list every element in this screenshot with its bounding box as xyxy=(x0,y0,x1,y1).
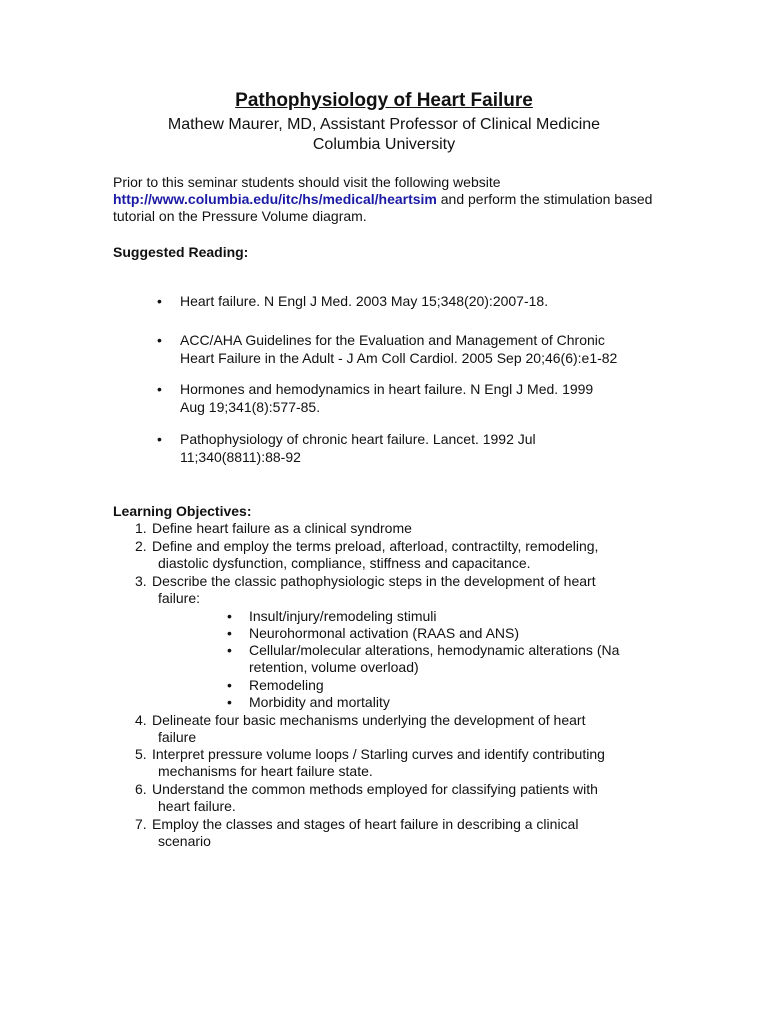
bullet-icon: • xyxy=(227,694,232,710)
bullet-icon: • xyxy=(227,642,232,658)
intro-paragraph xyxy=(113,174,673,225)
bullet-icon: • xyxy=(157,431,162,447)
objective-line: Interpret pressure volume loops / Starling curves and identify contributing xyxy=(152,746,605,762)
bullet-icon: • xyxy=(157,332,162,348)
objective-line: Define heart failure as a clinical syndrome xyxy=(152,520,412,536)
step-line: Neurohormonal activation (RAAS and ANS) xyxy=(249,625,520,641)
bullet-icon: • xyxy=(227,677,232,693)
step-line: Cellular/molecular alterations, hemodynamic alterations (Na xyxy=(249,642,620,658)
objective-line: Define and employ the terms preload, afterload, contractilty, remodeling, xyxy=(152,538,599,554)
objective-item xyxy=(135,520,675,537)
objective-line: heart failure. xyxy=(158,798,236,814)
objective-line: failure: xyxy=(158,590,201,606)
reading-item-line: Aug 19;341(8):577-85. xyxy=(180,399,321,415)
objective-line: Understand the common methods employed for classifying patients with xyxy=(152,781,598,797)
learning-objectives-heading: Learning Objectives: xyxy=(113,503,252,519)
institution: Columbia University xyxy=(312,136,456,153)
objective-line: Employ the classes and stages of heart failure in describing a clinical xyxy=(152,816,579,832)
objective-line: Delineate four basic mechanisms underlying the development of heart xyxy=(152,712,586,728)
objective-line: scenario xyxy=(158,833,211,849)
objective-number: 1. xyxy=(135,520,147,536)
objective-number: 6. xyxy=(135,781,147,797)
step-item xyxy=(227,694,667,711)
heartsim-link[interactable]: http://www.columbia.edu/itc/hs/medical/heartsim xyxy=(113,191,437,207)
objective-line: failure xyxy=(158,729,197,745)
step-line: Insult/injury/remodeling stimuli xyxy=(249,608,437,624)
reading-item-line: Heart Failure in the Adult - J Am Coll Cardiol. 2005 Sep 20;46(6):e1-82 xyxy=(180,350,618,366)
intro-text-before: Prior to this seminar students should visit the following website xyxy=(113,174,501,190)
reading-item xyxy=(157,331,657,367)
objective-item xyxy=(135,746,675,780)
bullet-icon: • xyxy=(157,381,162,397)
reading-item-line: ACC/AHA Guidelines for the Evaluation and Management of Chronic xyxy=(180,332,605,348)
page-title: Pathophysiology of Heart Failure xyxy=(235,90,533,111)
objective-number: 7. xyxy=(135,816,147,832)
step-line: Morbidity and mortality xyxy=(249,694,390,710)
objective-number: 3. xyxy=(135,573,147,589)
objective-line: Describe the classic pathophysiologic steps in the development of heart xyxy=(152,573,596,589)
bullet-icon: • xyxy=(227,625,232,641)
objective-number: 5. xyxy=(135,746,147,762)
objective-number: 4. xyxy=(135,712,147,728)
bullet-icon: • xyxy=(227,608,232,624)
reading-item-line: Hormones and hemodynamics in heart failure. N Engl J Med. 1999 xyxy=(180,381,594,397)
objective-item xyxy=(135,781,675,815)
step-item xyxy=(227,608,667,625)
objective-line: diastolic dysfunction, compliance, stiffness and capacitance. xyxy=(158,555,531,571)
step-item xyxy=(227,642,667,676)
objective-item xyxy=(135,573,675,607)
objective-item xyxy=(135,538,675,572)
author-line: Mathew Maurer, MD, Assistant Professor of Clinical Medicine xyxy=(167,116,601,133)
suggested-reading-heading: Suggested Reading: xyxy=(113,244,249,260)
step-line: Remodeling xyxy=(249,677,324,693)
objective-line: mechanisms for heart failure state. xyxy=(158,763,373,779)
reading-item xyxy=(157,430,657,466)
reading-item-line: Pathophysiology of chronic heart failure. Lancet. 1992 Jul xyxy=(180,431,536,447)
intro-text-after: and perform the stimulation based tutorial on the Pressure Volume diagram. xyxy=(113,191,653,224)
step-item xyxy=(227,625,667,642)
reading-item xyxy=(157,380,657,416)
step-line: retention, volume overload) xyxy=(249,659,419,675)
reading-item xyxy=(157,292,657,310)
objective-number: 2. xyxy=(135,538,147,554)
objective-item xyxy=(135,816,675,850)
reading-item-line: Heart failure. N Engl J Med. 2003 May 15;348(20):2007-18. xyxy=(180,293,549,309)
bullet-icon: • xyxy=(157,293,162,309)
step-item xyxy=(227,677,667,694)
objective-item xyxy=(135,712,675,746)
reading-item-line: 11;340(8811):88-92 xyxy=(180,449,301,465)
